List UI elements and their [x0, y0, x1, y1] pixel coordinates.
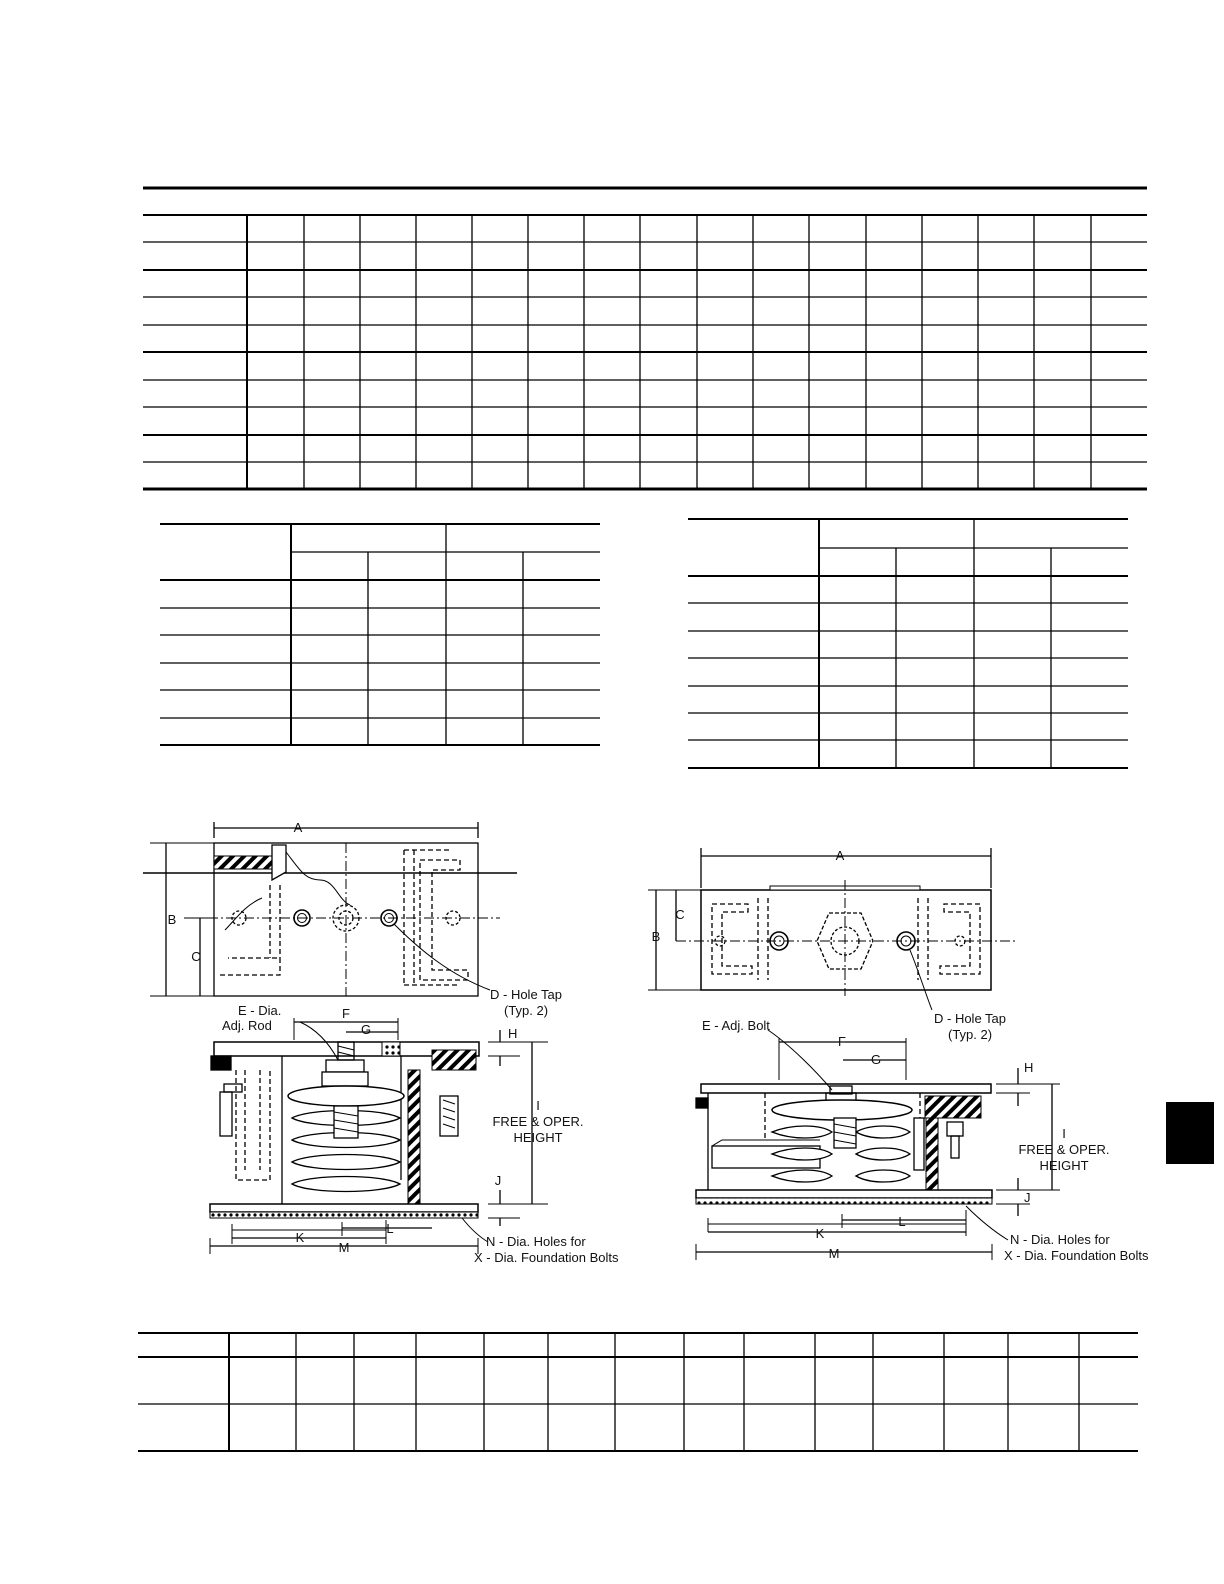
- left-label-i-height: HEIGHT: [513, 1130, 563, 1145]
- right-label-f: F: [838, 1034, 846, 1049]
- left-label-e-adj-rod: Adj. Rod: [222, 1018, 272, 1033]
- right-label-d-typ: (Typ. 2): [948, 1027, 993, 1042]
- left-label-x-bolts: X - Dia. Foundation Bolts: [474, 1250, 619, 1265]
- left-label-g: G: [360, 1022, 372, 1037]
- left-label-h: H: [508, 1026, 518, 1041]
- right-label-i-free-oper: FREE & OPER.: [1018, 1142, 1110, 1157]
- left-label-a: A: [293, 820, 303, 835]
- right-label-m: M: [828, 1246, 840, 1261]
- right-label-i: I: [1062, 1126, 1066, 1141]
- right-label-i-height: HEIGHT: [1039, 1158, 1089, 1173]
- right-label-c: C: [675, 907, 685, 922]
- left-label-j: J: [494, 1173, 502, 1188]
- right-label-x-bolts: X - Dia. Foundation Bolts: [1004, 1248, 1149, 1263]
- left-label-i-free-oper: FREE & OPER.: [492, 1114, 584, 1129]
- left-label-l: L: [386, 1221, 394, 1236]
- left-label-m: M: [338, 1240, 350, 1255]
- right-label-e-adj-bolt: E - Adj. Bolt: [702, 1018, 770, 1033]
- left-label-c: C: [191, 949, 201, 964]
- left-label-b: B: [167, 912, 177, 927]
- right-label-a: A: [835, 848, 845, 863]
- left-label-e-dia: E - Dia.: [238, 1003, 282, 1018]
- right-label-n-holes: N - Dia. Holes for: [1010, 1232, 1110, 1247]
- left-label-d-typ: (Typ. 2): [504, 1003, 549, 1018]
- right-label-d-hole-tap: D - Hole Tap: [934, 1011, 1007, 1026]
- left-label-n-holes: N - Dia. Holes for: [486, 1234, 586, 1249]
- right-label-j: J: [1024, 1190, 1031, 1205]
- section-index-tab: [1166, 1102, 1214, 1164]
- left-label-f: F: [342, 1006, 350, 1021]
- right-label-b: B: [651, 929, 661, 944]
- left-label-d-hole-tap: D - Hole Tap: [490, 987, 563, 1002]
- right-label-h: H: [1024, 1060, 1034, 1075]
- right-label-g: G: [870, 1052, 882, 1067]
- right-label-l: L: [898, 1214, 906, 1229]
- left-label-k: K: [295, 1230, 305, 1245]
- right-label-k: K: [815, 1226, 825, 1241]
- left-label-i: I: [536, 1098, 540, 1113]
